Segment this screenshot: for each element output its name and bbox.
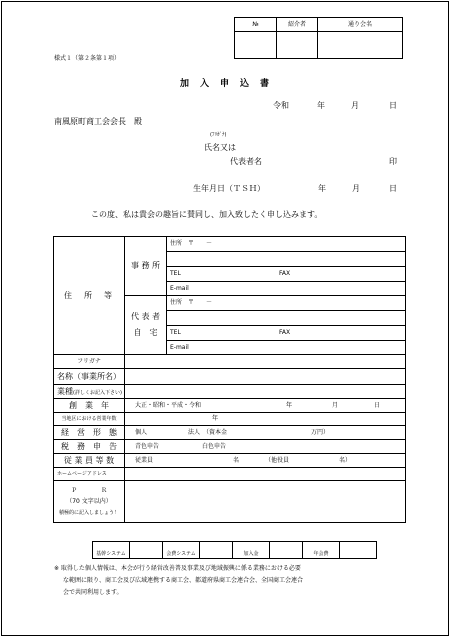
- seal-mark: 印: [389, 157, 397, 166]
- annual-fee-label: 年会費: [303, 542, 340, 559]
- company-name-field[interactable]: [125, 369, 406, 385]
- privacy-note: [54, 563, 303, 599]
- office-use-table: [234, 17, 403, 59]
- office-email-field[interactable]: E-mail: [167, 282, 406, 296]
- furigana-field[interactable]: [125, 355, 406, 369]
- date-month: 月: [351, 101, 359, 110]
- fee-system-cell[interactable]: [200, 542, 233, 559]
- officers-unit: 名）: [339, 457, 352, 464]
- home-address-field[interactable]: 住所 〒 －: [167, 296, 406, 311]
- office-address-line[interactable]: [167, 252, 406, 267]
- tax-filing-field[interactable]: [125, 440, 406, 454]
- pr-label-encourage: 積極的に記入しましょう！: [58, 510, 119, 516]
- founded-label: 創 業 年: [54, 399, 125, 413]
- intro-text: この度、私は貴会の趣旨に賛同し、加入致したく申し込みます。: [91, 210, 323, 219]
- referrer-cell[interactable]: [277, 32, 318, 59]
- furigana-label: (ﾌﾘｶﾞﾅ): [210, 132, 227, 138]
- founded-month: 月: [332, 402, 339, 409]
- fee-system-label: 会費システム: [163, 542, 200, 559]
- birth-month: 月: [352, 184, 360, 193]
- privacy-note-line: ※ 取得した個人情報は、本会が行う経営改善普及事業及び地域振興に係る業務における必要: [54, 565, 301, 572]
- tax-white[interactable]: 白色申告: [202, 443, 227, 450]
- rep-home-label: [125, 296, 167, 355]
- referrer-header: 紹介者: [277, 18, 318, 32]
- furigana-row-label: フリガナ: [54, 355, 125, 369]
- business-type-note: (詳しくお記入下さい): [73, 389, 122, 396]
- home-address-line[interactable]: [167, 311, 406, 326]
- birth-year: 年: [318, 184, 326, 193]
- homepage-field[interactable]: [125, 468, 406, 481]
- business-type-label-cell: [54, 385, 125, 399]
- pr-label: [54, 481, 125, 523]
- form-corporation[interactable]: 法人 （資本金: [188, 429, 228, 436]
- management-form-field[interactable]: [125, 426, 406, 440]
- street-assoc-header: 通り会名: [318, 18, 403, 32]
- business-type-label: 業種: [57, 386, 73, 396]
- homepage-label: ホームページアドレス: [54, 468, 125, 481]
- employees-field[interactable]: [125, 454, 406, 468]
- home-fax-label: FAX: [279, 329, 291, 336]
- application-form-table: [53, 236, 406, 523]
- local-years-label: 当地区における営業年数: [54, 413, 125, 426]
- office-label: 事 務 所: [125, 237, 167, 296]
- core-system-label: 基幹システム: [93, 542, 130, 559]
- office-fax-label: FAX: [279, 270, 291, 277]
- founded-day: 日: [374, 402, 381, 409]
- company-name-label: 名称（事業所名）: [54, 369, 125, 385]
- no-cell[interactable]: [235, 32, 277, 59]
- date-year: 年: [317, 101, 325, 110]
- rep-label: 代 表 者: [130, 312, 161, 321]
- office-tel-fax-row: [167, 267, 406, 282]
- officers-label: （他役員: [265, 457, 290, 464]
- employees-label: 従 業 員 等 数: [54, 454, 125, 468]
- tax-filing-label: 税 務 申 告: [54, 440, 125, 454]
- business-type-field[interactable]: [125, 385, 406, 399]
- date-era: 令和: [273, 101, 289, 110]
- pr-field[interactable]: [125, 481, 406, 523]
- privacy-note-line: な範囲に限り、商工会及び広域連携する商工会、都道府県商工会連合会、全国商工会連合: [63, 577, 304, 584]
- home-tel-label: TEL: [170, 329, 181, 336]
- name-label: 氏名又は: [204, 143, 236, 152]
- annual-fee-cell[interactable]: [340, 542, 377, 559]
- address-section-label: 住 所 等: [54, 237, 125, 355]
- employees-value: 従業員: [135, 457, 154, 464]
- birth-day: 日: [389, 184, 397, 193]
- form-individual[interactable]: 個人: [135, 429, 148, 436]
- pr-label-limit: （70 文字以内）: [66, 498, 112, 505]
- privacy-note-line: 会で共同利用します。: [63, 589, 123, 596]
- system-check-table: [92, 541, 377, 559]
- founded-field[interactable]: [125, 399, 406, 413]
- addressee: 南風原町商工会会長 殿: [54, 117, 142, 126]
- birth-label: 生年月日（ＴＳＨ）: [193, 184, 265, 193]
- core-system-cell[interactable]: [130, 542, 163, 559]
- form-id: 様式１（第２条第１項）: [54, 55, 121, 62]
- employees-unit: 名: [233, 457, 240, 464]
- office-address-field[interactable]: 住所 〒 －: [167, 237, 406, 252]
- document-title: 加 入 申 込 書: [179, 79, 270, 89]
- tax-blue[interactable]: 青色申告: [135, 443, 160, 450]
- office-tel-label: TEL: [170, 270, 181, 277]
- home-tel-fax-row: [167, 326, 406, 341]
- no-header: №: [235, 18, 277, 32]
- management-form-label: 経 営 形 態: [54, 426, 125, 440]
- founded-eras: 大正・昭和・平成・令和: [135, 402, 202, 409]
- founded-year: 年: [286, 402, 293, 409]
- home-email-field[interactable]: E-mail: [167, 341, 406, 355]
- entry-fee-cell[interactable]: [270, 542, 303, 559]
- street-assoc-cell[interactable]: [318, 32, 403, 59]
- pr-label-title: Ｐ Ｒ: [70, 487, 107, 494]
- local-years-field[interactable]: [125, 413, 406, 426]
- local-years-unit: 年: [212, 415, 219, 422]
- home-label: 自 宅: [133, 328, 158, 337]
- form-capital-unit: 万円）: [311, 429, 330, 436]
- date-day: 日: [389, 101, 397, 110]
- rep-name-label: 代表者名: [230, 157, 262, 166]
- entry-fee-label: 加入金: [233, 542, 270, 559]
